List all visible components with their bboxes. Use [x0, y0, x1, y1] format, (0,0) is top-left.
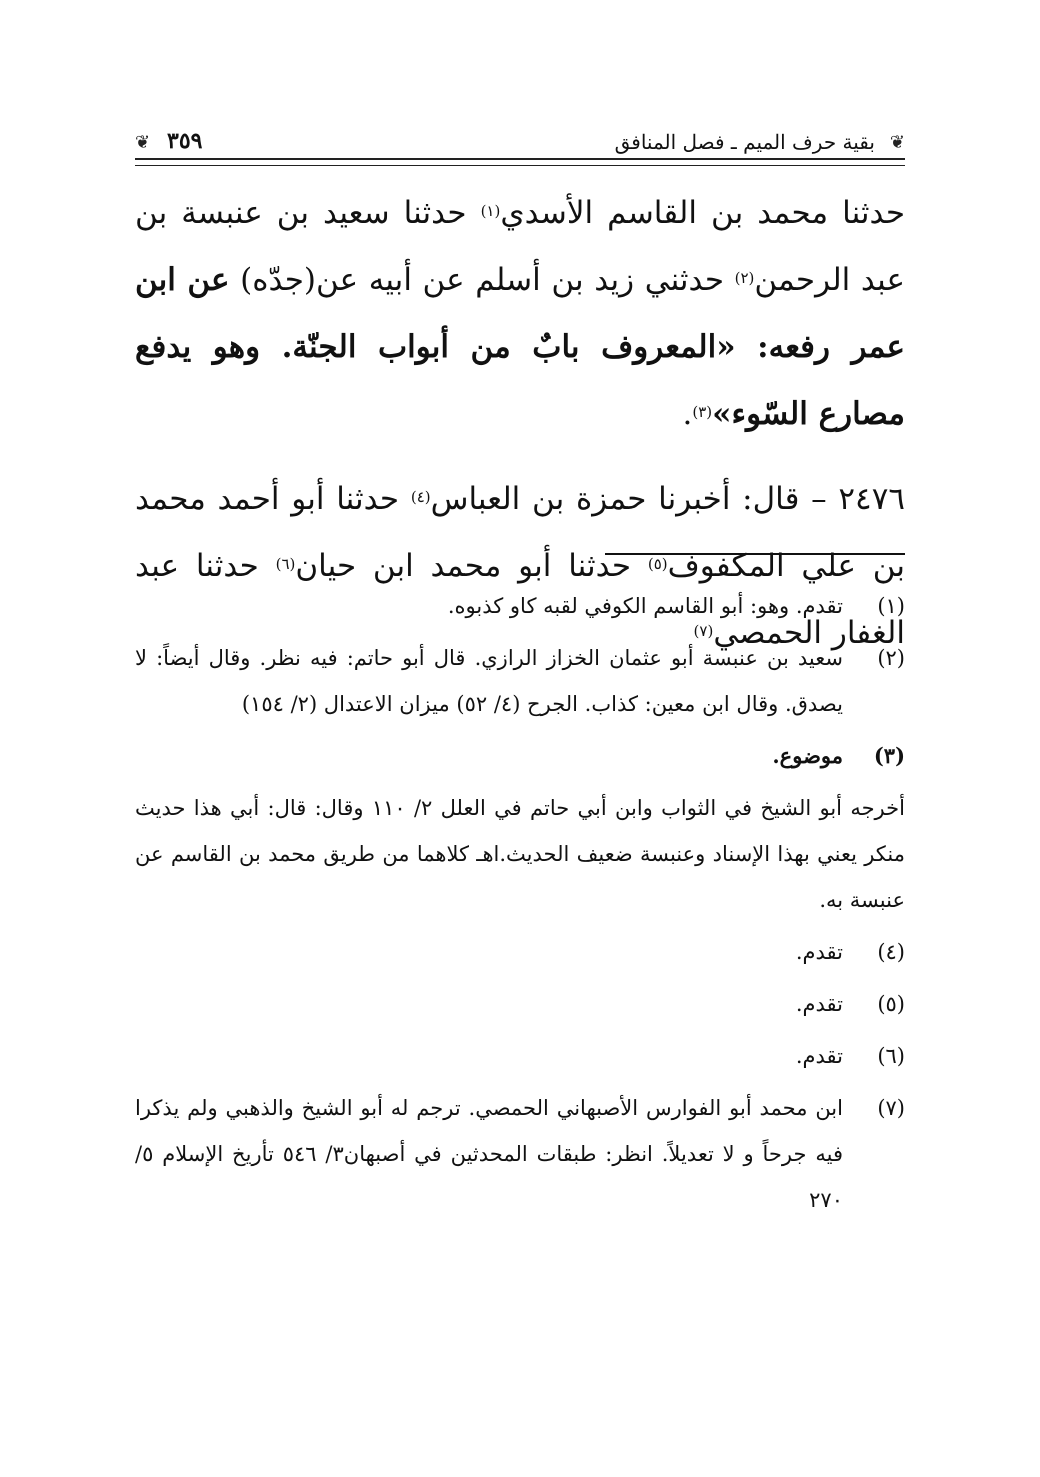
footnote-item [135, 929, 905, 975]
footnote-text: موضوع. [772, 743, 843, 768]
footnote-ref: (١) [480, 202, 501, 220]
hadith-text: عن ابن عمر رفعه: «المعروف بابٌ من أبواب الجنّة. وهو يدفع مصارع السّوء» [135, 262, 905, 432]
footnote-ref: (٢) [734, 269, 755, 287]
footnote-number: (١) [877, 594, 905, 618]
footnote-text: تقدم. [795, 940, 843, 964]
footnotes [135, 583, 905, 1229]
text-run: حدثنا أبو أحمد محمد بن علي المكفوف [135, 481, 906, 584]
hadith-paragraph [135, 180, 905, 448]
page-header [135, 128, 905, 162]
footnote-item [135, 981, 905, 1027]
footnote-item [135, 635, 905, 727]
footnote-continuation [135, 785, 905, 923]
footnote-number: (٤) [877, 940, 905, 964]
footnote-ref: (٦) [275, 555, 296, 573]
footnote-text: أخرجه أبو الشيخ في الثواب وابن أبي حاتم في العلل ٢/ ١١٠ وقال: قال: أبي هذا حديث منكر يعني بهذا الإسناد وعنبسة ضعيف الحديث.اهـ كلاهما من طريق محمد بن القاسم عن عنبسة به. [135, 796, 905, 912]
header-ornament-icon: ❦ [135, 132, 151, 153]
footnote-text: ابن محمد أبو الفوارس الأصبهاني الحمصي. ترجم له أبو الشيخ والذهبي ولم يذكرا فيه جرحاً و لا تعديلاً. انظر: طبقات المحدثين في أصبهان٣/ ٥٤٦ تأريخ الإسلام ٥/ ٢٧٠ [135, 1096, 843, 1212]
footnote-number: (٦) [877, 1044, 905, 1068]
footnote-number: (٣) [873, 743, 905, 768]
footnote-text: تقدم. وهو: أبو القاسم الكوفي لقبه كاو كذبوه. [447, 594, 843, 618]
footnote-ref: (٣) [692, 403, 713, 421]
text-run: حدثنا عبد الغفار الحمصي [135, 548, 905, 651]
footnote-text: تقدم. [795, 992, 843, 1016]
footnote-ref: (٥) [647, 555, 668, 573]
footnote-separator [605, 553, 905, 555]
footnote-text: تقدم. [795, 1044, 843, 1068]
page-number: ٣٥٩ [167, 128, 203, 154]
header-rule [135, 158, 905, 166]
footnote-item [135, 1085, 905, 1223]
footnote-number: (٥) [877, 992, 905, 1016]
footnote-text: سعيد بن عنبسة أبو عثمان الخزاز الرازي. قال أبو حاتم: فيه نظر. وقال أيضاً: لا يصدق. وقال ابن معين: كذاب. الجرح (٤/ ٥٢) ميزان الاعتدال (٢/ ١٥٤) [135, 646, 843, 716]
footnote-ref: (٧) [693, 622, 714, 640]
text-run: حدثنا محمد بن القاسم الأسدي [500, 195, 905, 231]
footnote-ref: (٤) [410, 488, 431, 506]
footnote-number: (٢) [877, 646, 905, 670]
text-run: حدثنا سعيد بن عنبسة بن عبد الرحمن [135, 195, 906, 298]
footnote-item [135, 1033, 905, 1079]
footnote-number: (٧) [877, 1096, 905, 1120]
footnote-item [135, 583, 905, 629]
running-title: بقية حرف الميم ـ فصل المنافق [614, 130, 875, 154]
text-run: . [682, 396, 693, 432]
text-run: حدثنا أبو محمد ابن حيان [295, 548, 648, 584]
text-run: حدثني زيد بن أسلم عن أبيه عن(جدّه) [229, 262, 735, 298]
text-run: ٢٤٧٦ – قال: أخبرنا حمزة بن العباس [430, 481, 905, 517]
footnote-item [135, 733, 905, 779]
header-ornament-icon: ❦ [889, 132, 905, 153]
